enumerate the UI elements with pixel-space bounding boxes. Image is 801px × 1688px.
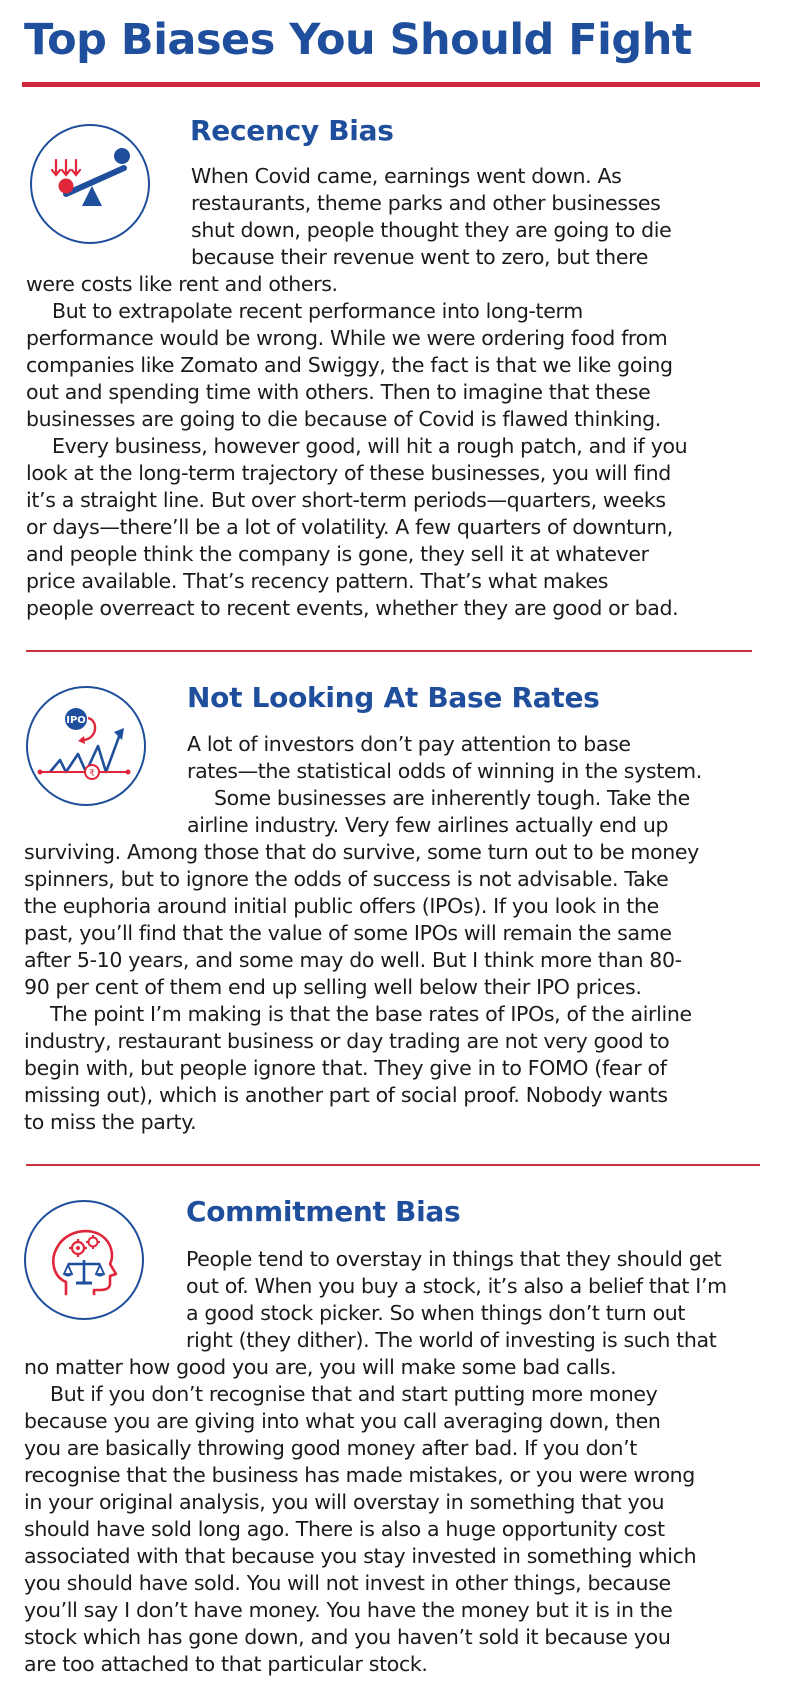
text-line: past, you’ll find that the value of some IPOs will remain the same (24, 921, 672, 945)
text-line: performance would be wrong. While we were ordering food from (26, 326, 668, 350)
text-line: you are basically throwing good money after bad. If you don’t (24, 1436, 637, 1460)
text-line: no matter how good you are, you will make some bad calls. (24, 1355, 617, 1379)
text-line: When Covid came, earnings went down. As (191, 164, 622, 188)
text-line: But to extrapolate recent performance into long-term (52, 299, 583, 323)
section-divider (26, 1164, 760, 1166)
text-line: because their revenue went to zero, but there (191, 245, 648, 269)
text-line: out of. When you buy a stock, it’s also a belief that I’m (186, 1274, 727, 1298)
text-line: the euphoria around initial public offers (IPOs). If you look in the (24, 894, 659, 918)
text-line: A lot of investors don’t pay attention to base (187, 732, 631, 756)
text-line: businesses are going to die because of Covid is flawed thinking. (26, 407, 661, 431)
text-line: price available. That’s recency pattern. That’s what makes (26, 569, 609, 593)
text-line: shut down, people thought they are going to die (191, 218, 672, 242)
text-line: recognise that the business has made mistakes, or you were wrong (24, 1463, 695, 1487)
text-line: it’s a straight line. But over short-term periods—quarters, weeks (26, 488, 666, 512)
page-title: Top Biases You Should Fight (24, 15, 692, 65)
text-line: people overreact to recent events, whether they are good or bad. (26, 596, 679, 620)
text-line: companies like Zomato and Swiggy, the fact is that we like going (26, 353, 673, 377)
text-line: out and spending time with others. Then to imagine that these (26, 380, 651, 404)
text-line: right (they dither). The world of investing is such that (186, 1328, 717, 1352)
text-line: spinners, but to ignore the odds of success is not advisable. Take (24, 867, 669, 891)
text-line: airline industry. Very few airlines actually end up (187, 813, 669, 837)
text-line: were costs like rent and others. (26, 272, 338, 296)
text-line: look at the long-term trajectory of these businesses, you will find (26, 461, 671, 485)
text-line: 90 per cent of them end up selling well below their IPO prices. (24, 975, 642, 999)
section-divider (26, 650, 752, 652)
section-heading: Not Looking At Base Rates (187, 681, 600, 714)
seesaw-down-arrows-icon (30, 124, 150, 244)
text-line: or days—there’ll be a lot of volatility. A few quarters of downturn, (26, 515, 673, 539)
text-line: But if you don’t recognise that and start putting more money (50, 1382, 658, 1406)
text-line: you should have sold. You will not invest in other things, because (24, 1571, 671, 1595)
text-line: you’ll say I don’t have money. You have the money but it is in the (24, 1598, 673, 1622)
text-line: surviving. Among those that do survive, some turn out to be money (24, 840, 699, 864)
text-line: because you are giving into what you call averaging down, then (24, 1409, 661, 1433)
text-line: stock which has gone down, and you haven’t sold it because you (24, 1625, 671, 1649)
text-line: Every business, however good, will hit a rough patch, and if you (52, 434, 688, 458)
text-line: should have sold long ago. There is also a huge opportunity cost (24, 1517, 665, 1541)
ipo-rupee-growth-icon (26, 686, 146, 806)
icon-label: IPO (66, 715, 86, 726)
text-line: in your original analysis, you will overstay in something that you (24, 1490, 665, 1514)
text-line: industry, restaurant business or day trading are not very good to (24, 1029, 670, 1053)
text-line: restaurants, theme parks and other businesses (191, 191, 661, 215)
text-line: and people think the company is gone, they sell it at whatever (26, 542, 649, 566)
text-line: are too attached to that particular stock. (24, 1652, 428, 1676)
text-line: missing out), which is another part of social proof. Nobody wants (24, 1083, 668, 1107)
text-line: associated with that because you stay invested in something which (24, 1544, 697, 1568)
text-line: People tend to overstay in things that they should get (186, 1247, 722, 1271)
head-gears-scale-icon (24, 1200, 144, 1320)
text-line: a good stock picker. So when things don’t turn out (186, 1301, 686, 1325)
text-line: after 5-10 years, and some may do well. But I think more than 80- (24, 948, 682, 972)
section-heading: Recency Bias (190, 114, 394, 147)
text-line: rates—the statistical odds of winning in the system. (187, 759, 702, 783)
text-line: The point I’m making is that the base rates of IPOs, of the airline (50, 1002, 692, 1026)
text-line: to miss the party. (24, 1110, 197, 1134)
text-line: Some businesses are inherently tough. Take the (214, 786, 690, 810)
svg-text:₹: ₹ (89, 769, 95, 779)
title-underline (22, 82, 760, 87)
section-heading: Commitment Bias (186, 1195, 461, 1228)
text-line: begin with, but people ignore that. They give in to FOMO (fear of (24, 1056, 667, 1080)
